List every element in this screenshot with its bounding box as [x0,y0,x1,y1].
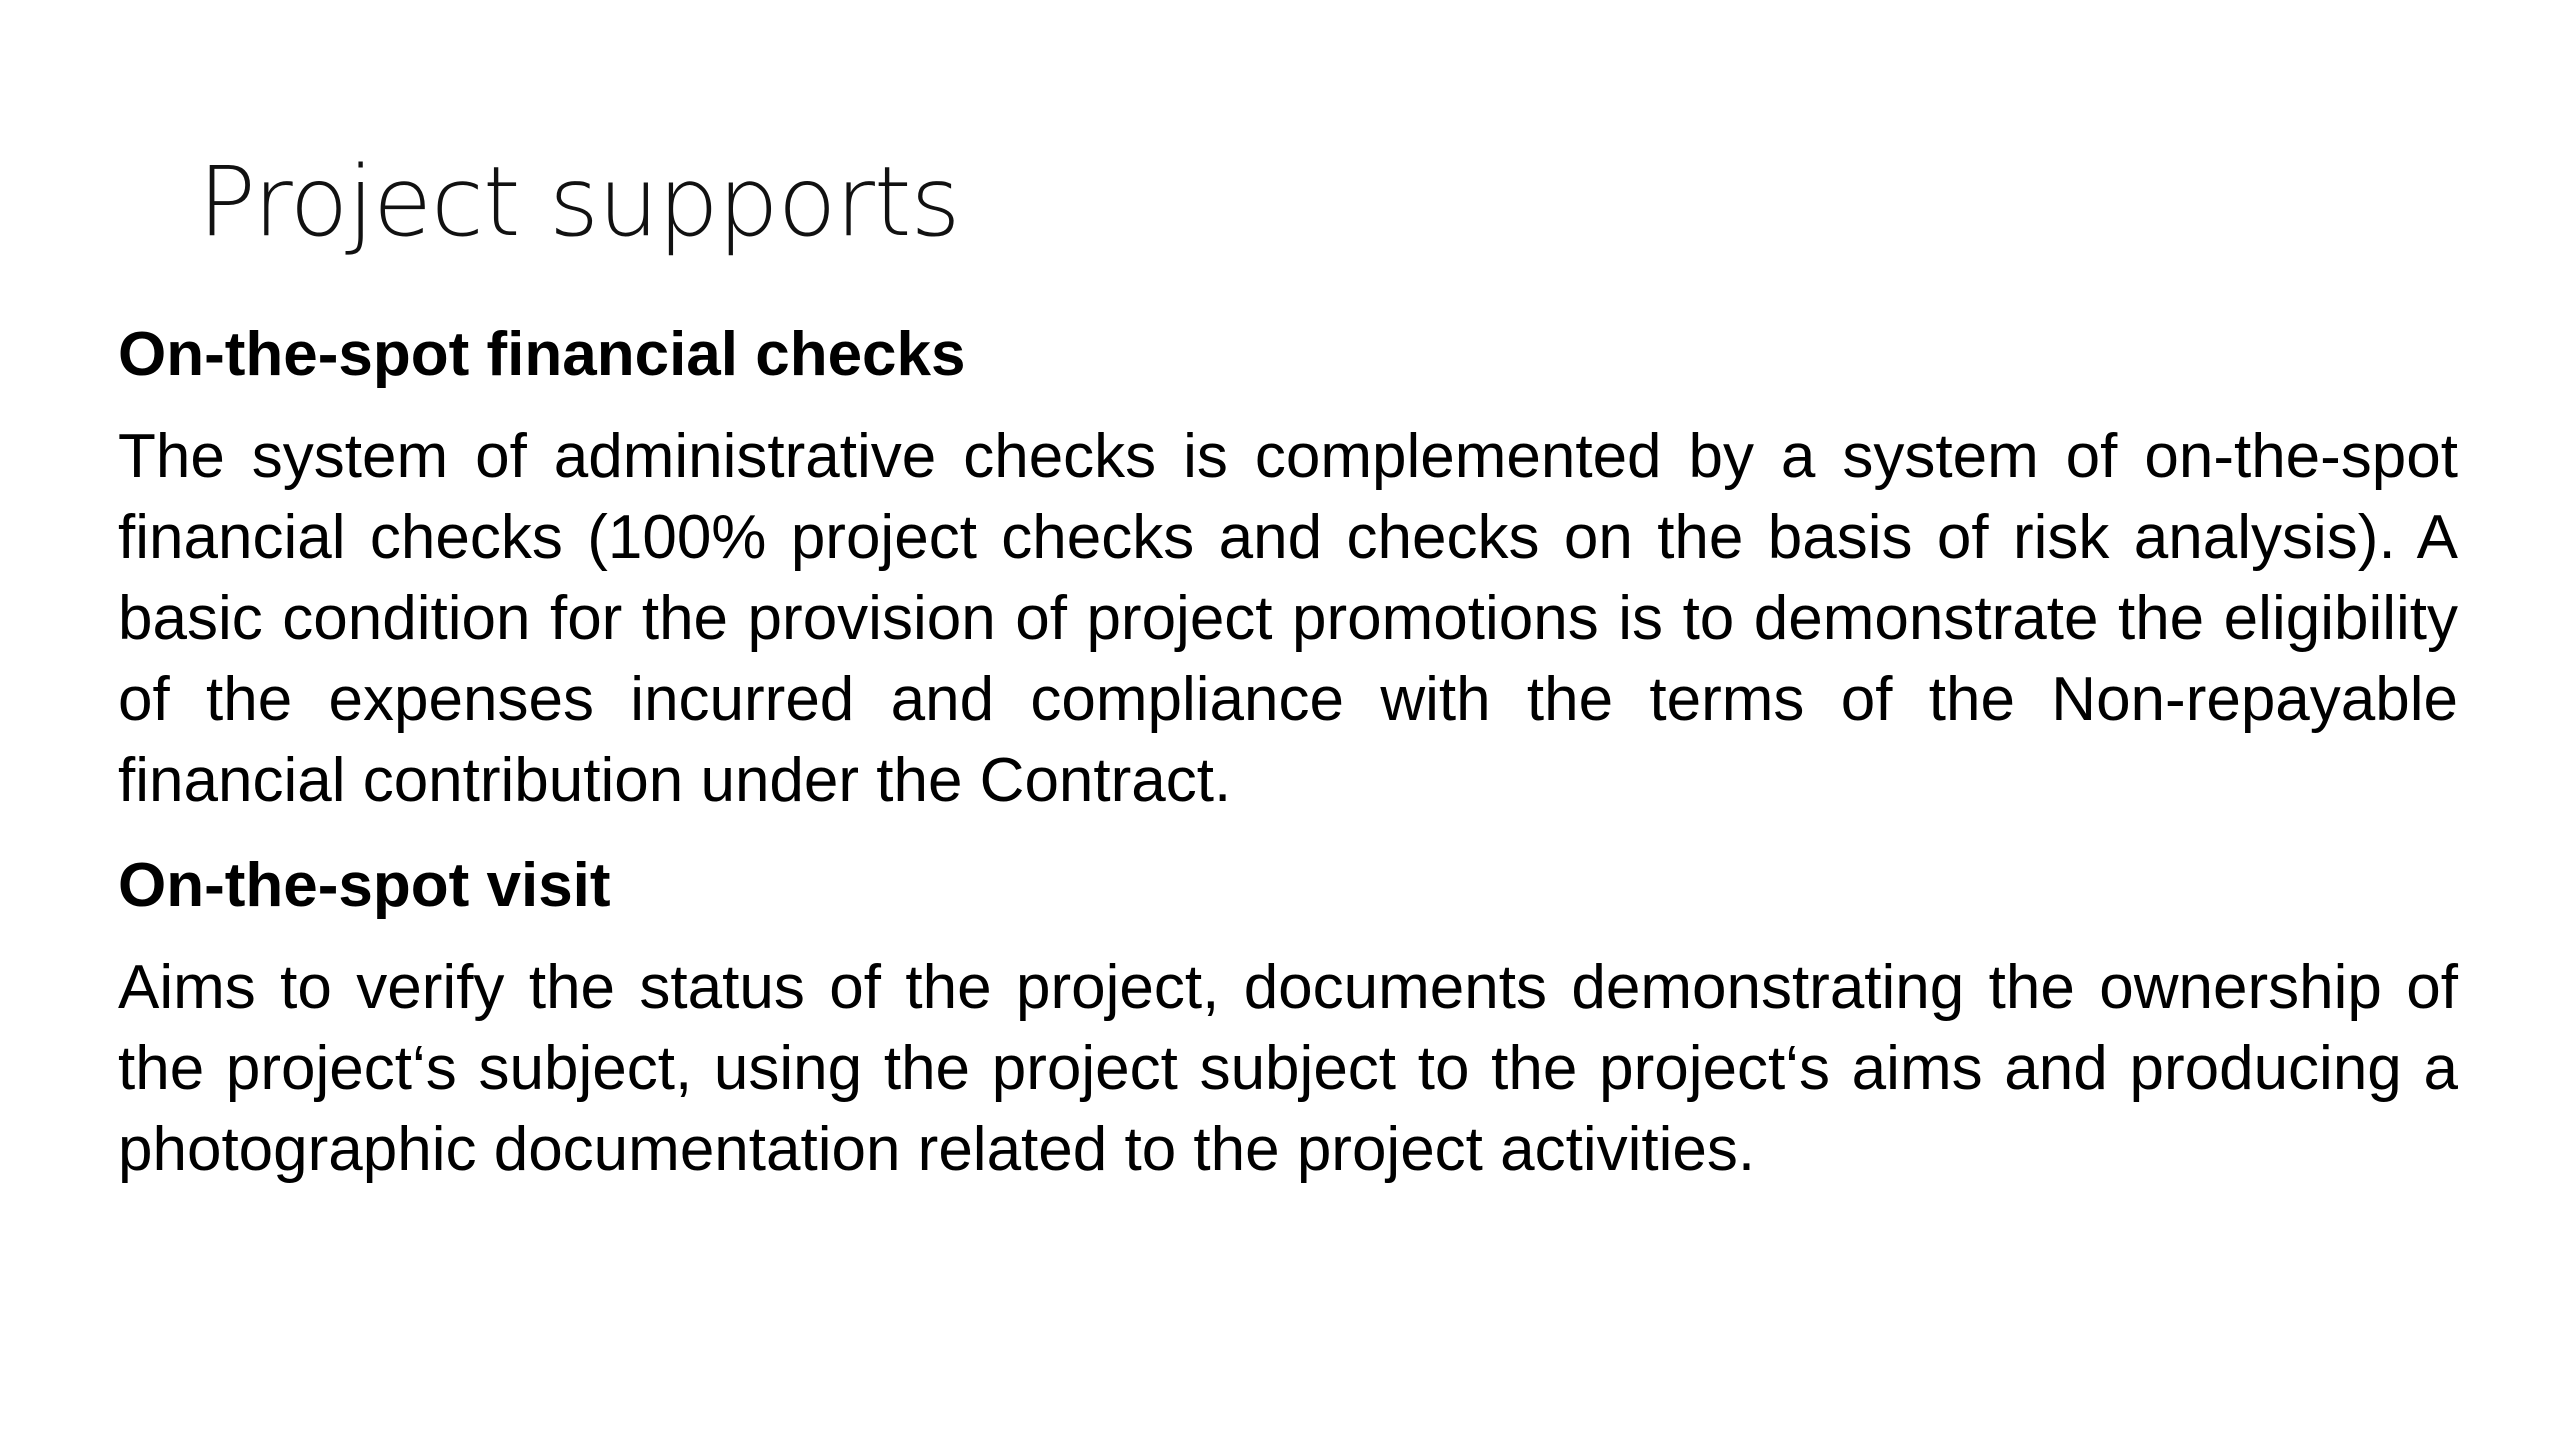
slide-title: Project supports [198,146,960,258]
slide-content [118,310,2458,1210]
section-heading-spot-visit: On-the-spot visit [118,851,611,920]
section-body-financial-checks: The system of administrative checks is complemented by a system of on-the-spot financial checks (100% project checks and checks on the basis of risk analysis). A basic condition for the provision of project promotions is to demonstrate the eligibility of the expenses incurred and compliance with the terms of the Non-repayable financial contribution under the Contract. [118,422,2458,815]
section-heading-financial-checks: On-the-spot financial checks [118,320,966,389]
section-body-spot-visit: Aims to verify the status of the project, documents demonstrating the ownership of the project‘s subject, using the project subject to the project‘s aims and producing a photographic documentation related to the project activities. [118,953,2458,1184]
